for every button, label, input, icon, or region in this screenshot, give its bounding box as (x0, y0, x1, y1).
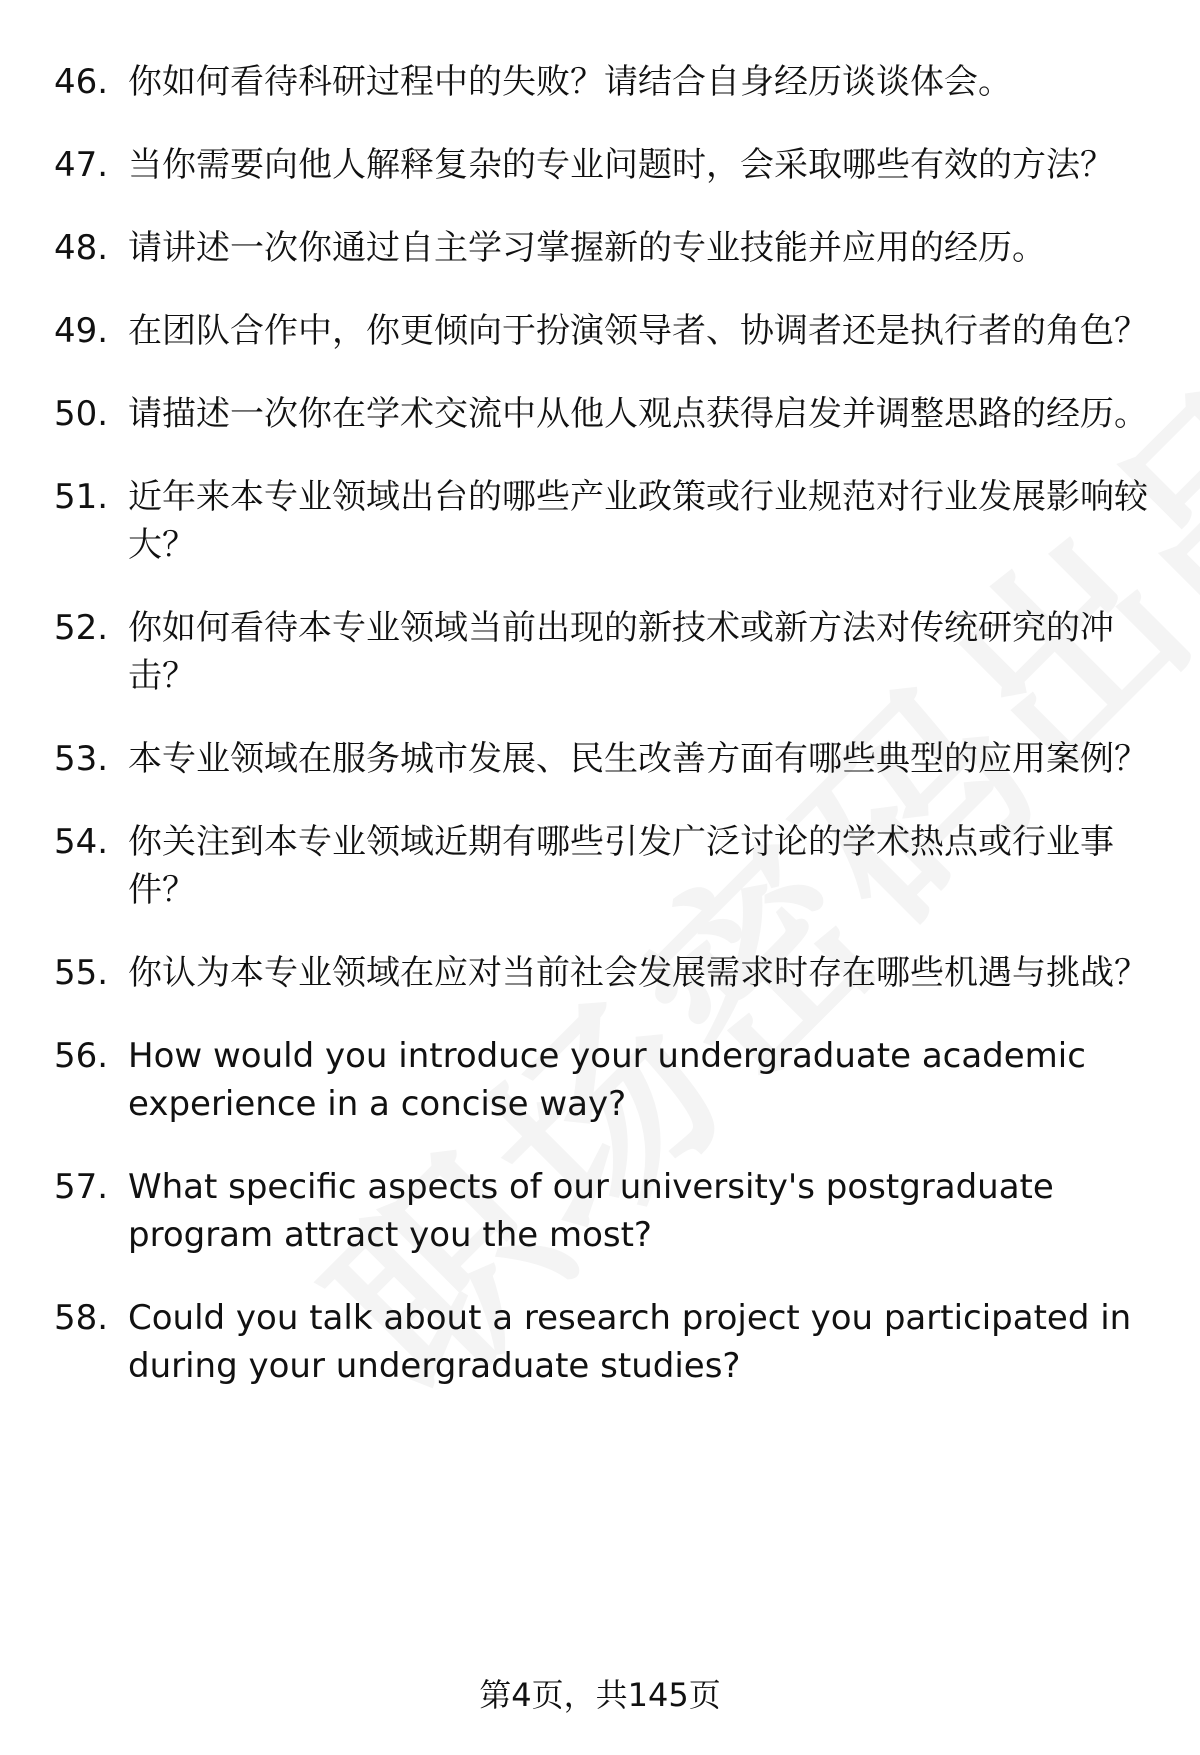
question-item (0, 604, 1200, 700)
question-text: 本专业领域在服务城市发展、民生改善方面有哪些典型的应用案例？ (128, 739, 1148, 779)
question-list (0, 58, 1200, 1425)
question-number: 55. (54, 953, 109, 993)
question-number: 50. (54, 394, 109, 434)
question-text: 你如何看待本专业领域当前出现的新技术或新方法对传统研究的冲击？ (128, 608, 1114, 696)
question-item (0, 1032, 1200, 1128)
question-text: 请描述一次你在学术交流中从他人观点获得启发并调整思路的经历。 (128, 394, 1148, 434)
question-item (0, 949, 1200, 997)
question-item (0, 58, 1200, 106)
question-text: 当你需要向他人解释复杂的专业问题时，会采取哪些有效的方法？ (128, 145, 1114, 185)
question-number: 47. (54, 145, 109, 185)
question-item (0, 224, 1200, 272)
question-text: How would you introduce your undergraduate academic experience in a concise way? (128, 1036, 1086, 1124)
page-footer (0, 1675, 1200, 1715)
page-number-label: 第4页，共145页 (479, 1676, 721, 1714)
question-text: What specific aspects of our university's postgraduate program attract you the most? (128, 1167, 1054, 1255)
question-text: 你认为本专业领域在应对当前社会发展需求时存在哪些机遇与挑战？ (128, 953, 1148, 993)
question-item (0, 735, 1200, 783)
question-item (0, 818, 1200, 914)
question-number: 51. (54, 477, 109, 517)
question-number: 58. (54, 1298, 109, 1338)
question-text: 请讲述一次你通过自主学习掌握新的专业技能并应用的经历。 (128, 228, 1046, 268)
question-number: 54. (54, 822, 109, 862)
question-item (0, 1163, 1200, 1259)
question-text: Could you talk about a research project you participated in during your undergraduate studies? (128, 1298, 1132, 1386)
question-number: 57. (54, 1167, 109, 1207)
question-number: 46. (54, 62, 109, 102)
question-item (0, 141, 1200, 189)
question-text: 你如何看待科研过程中的失败？请结合自身经历谈谈体会。 (128, 62, 1012, 102)
question-item (0, 390, 1200, 438)
question-item (0, 1294, 1200, 1390)
question-number: 52. (54, 608, 109, 648)
question-text: 近年来本专业领域出台的哪些产业政策或行业规范对行业发展影响较大？ (128, 477, 1148, 565)
question-item (0, 307, 1200, 355)
question-number: 48. (54, 228, 109, 268)
question-number: 49. (54, 311, 109, 351)
question-number: 53. (54, 739, 109, 779)
question-text: 在团队合作中，你更倾向于扮演领导者、协调者还是执行者的角色？ (128, 311, 1148, 351)
question-number: 56. (54, 1036, 109, 1076)
question-text: 你关注到本专业领域近期有哪些引发广泛讨论的学术热点或行业事件？ (128, 822, 1114, 910)
question-item (0, 473, 1200, 569)
